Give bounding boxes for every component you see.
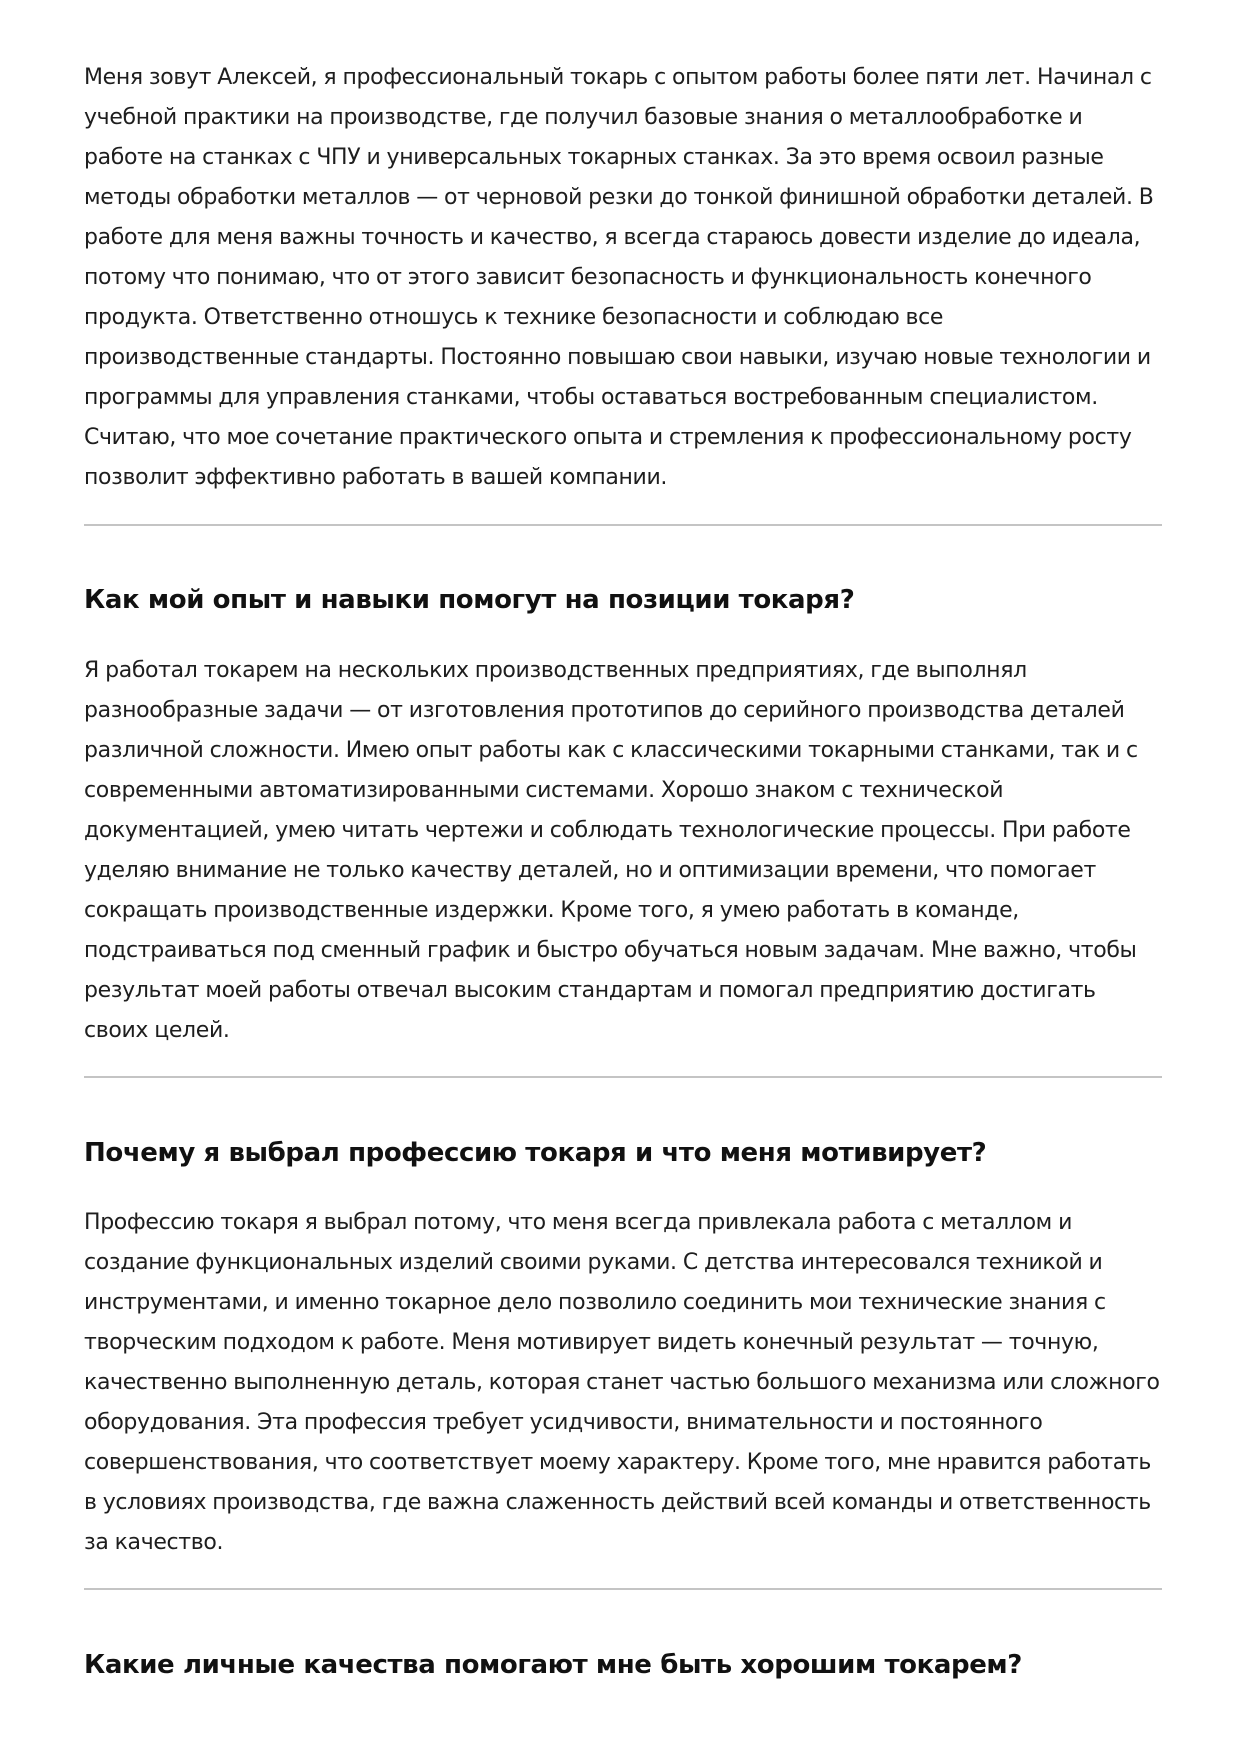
section-divider <box>84 1588 1162 1590</box>
document-page <box>84 58 1162 1683</box>
section-divider <box>84 1076 1162 1078</box>
intro-paragraph: Меня зовут Алексей, я профессиональный токарь с опытом работы более пяти лет. Начинал с учебной практики на производстве, где получил базовые знания о металлообработке и работе на станках с ЧПУ и универсальных токарных станках. За это время освоил разные методы обработки металлов — от черновой резки до тонкой финишной обработки деталей. В работе для меня важны точность и качество, я всегда стараюсь довести изделие до идеала, потому что понимаю, что от этого зависит безопасность и функциональность конечного продукта. Ответственно отношусь к технике безопасности и соблюдаю все производственные стандарты. Постоянно повышаю свои навыки, изучаю новые технологии и программы для управления станками, чтобы оставаться востребованным специалистом. Считаю, что мое сочетание практического опыта и стремления к профессиональному росту позволит эффективно работать в вашей компании. <box>84 65 1154 490</box>
section-paragraph-experience: Я работал токарем на нескольких производственных предприятиях, где выполнял разнообразные задачи — от изготовления прототипов до серийного производства деталей различной сложности. Имею опыт работы как с классическими токарными станками, так и с современными автоматизированными системами. Хорошо знаком с технической документацией, умею читать чертежи и соблюдать технологические процессы. При работе уделяю внимание не только качеству деталей, но и оптимизации времени, что помогает сокращать производственные издержки. Кроме того, я умею работать в команде, подстраиваться под сменный график и быстро обучаться новым задачам. Мне важно, чтобы результат моей работы отвечал высоким стандартам и помогал предприятию достигать своих целей. <box>84 658 1138 1043</box>
section-heading-personal-qualities: Какие личные качества помогают мне быть хорошим токарем? <box>84 1650 1022 1680</box>
section-divider <box>84 524 1162 526</box>
section-heading-motivation: Почему я выбрал профессию токаря и что меня мотивирует? <box>84 1138 987 1168</box>
section-heading-experience: Как мой опыт и навыки помогут на позиции токаря? <box>84 585 855 615</box>
section-paragraph-motivation: Профессию токаря я выбрал потому, что меня всегда привлекала работа с металлом и создание функциональных изделий своими руками. С детства интересовался техникой и инструментами, и именно токарное дело позволило соединить мои технические знания с творческим подходом к работе. Меня мотивирует видеть конечный результат — точную, качественно выполненную деталь, которая станет частью большого механизма или сложного оборудования. Эта профессия требует усидчивости, внимательности и постоянного совершенствования, что соответствует моему характеру. Кроме того, мне нравится работать в условиях производства, где важна слаженность действий всей команды и ответственность за качество. <box>84 1210 1160 1555</box>
